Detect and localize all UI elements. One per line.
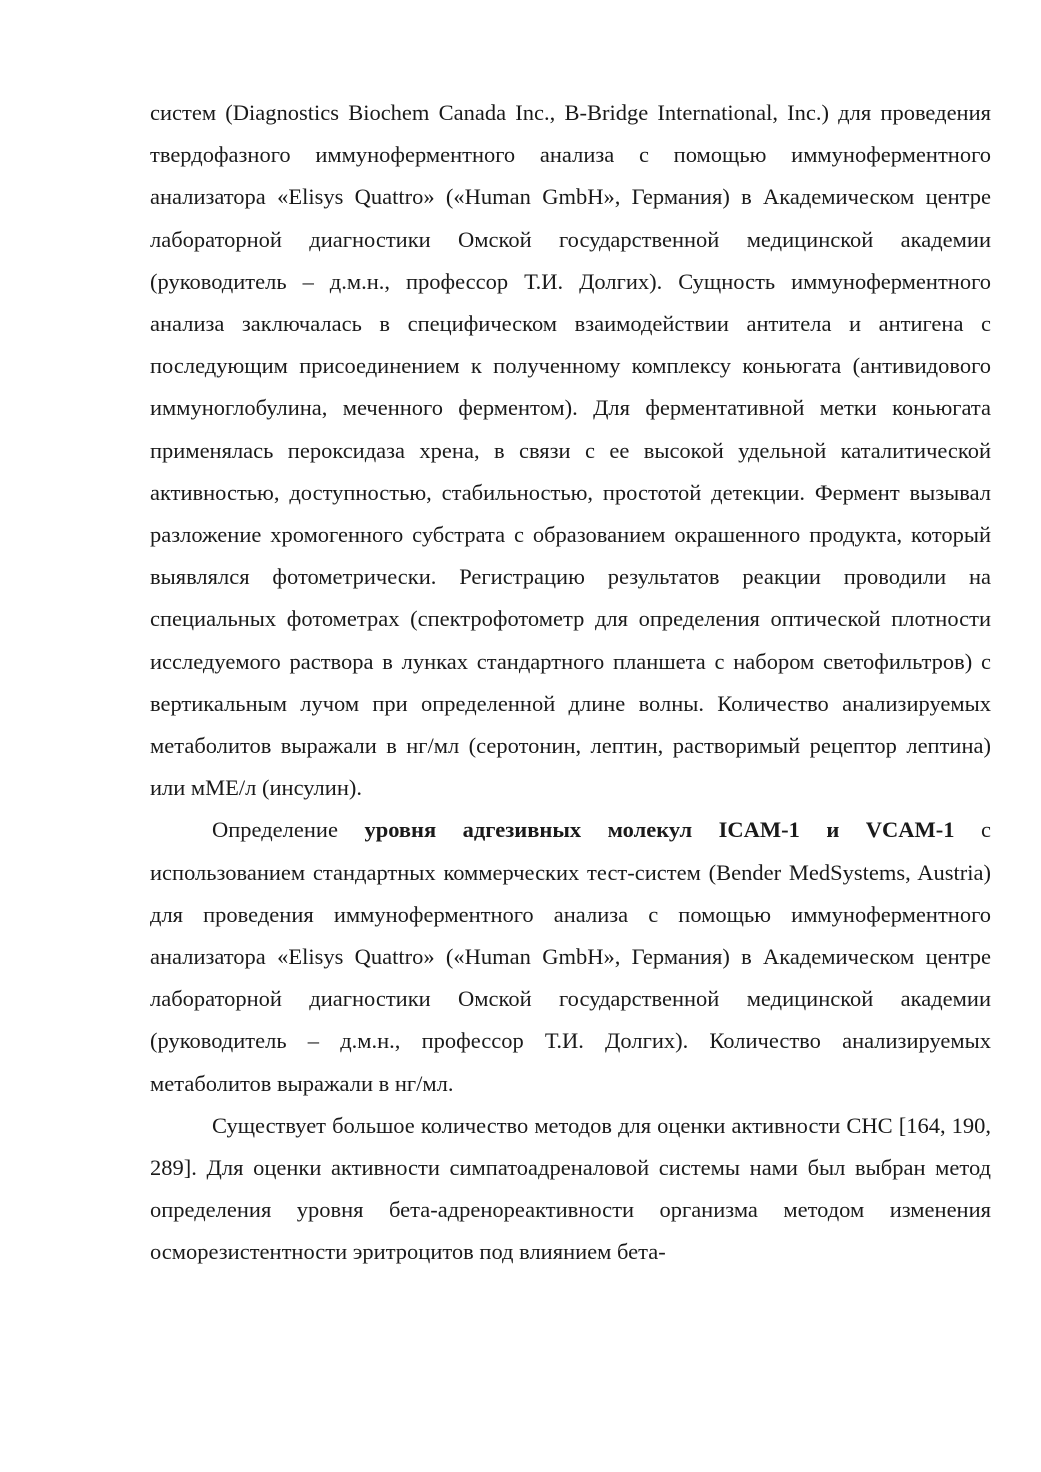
- paragraph-elisa-method: систем (Diagnostics Biochem Canada Inc., B-Bridge International, Inc.) для проведения твердофазного иммуноферментного анализа с помощью иммуноферментного анализатора «Elisys Quattro» («Human GmbH», Германия) в Академическом центре лабораторной диагностики Омской государственной медицинской академии (руководитель – д.м.н., профессор Т.И. Долгих). Сущность иммуноферментного анализа заключалась в специфическом взаимодействии антитела и антигена с последующим присоединением к полученному комплексу коньюгата (антивидового иммуноглобулина, меченного ферментом). Для ферментативной метки коньюгата применялась пероксидаза хрена, в связи с ее высокой удельной каталитической активностью, доступностью, стабильностью, простотой детекции. Фермент вызывал разложение хромогенного субстрата с образованием окрашенного продукта, который выявлялся фотометрически. Регистрацию результатов реакции проводили на специальных фотометрах (спектрофотометр для определения оптической плотности исследуемого раствора в лунках стандартного планшета с набором светофильтров) с вертикальным лучом при определенной длине волны. Количество анализируемых метаболитов выражали в нг/мл (серотонин, лептин, растворимый рецептор лептина) или мМЕ/л (инсулин).: [150, 100, 991, 801]
- paragraph-adhesion-molecules: [150, 809, 991, 1104]
- paragraph-adhesion-rest: с использованием стандартных коммерческих тест-систем (Bender MedSystems, Austria) для проведения иммуноферментного анализа с помощью иммуноферментного анализатора «Elisys Quattro» («Human GmbH», Германия) в Академическом центре лабораторной диагностики Омской государственной медицинской академии (руководитель – д.м.н., профессор Т.И. Долгих). Количество анализируемых метаболитов выражали в нг/мл.: [150, 817, 991, 1096]
- paragraph-sns-activity: Существует большое количество методов для оценки активности СНС [164, 190, 289]. Для оценки активности симпатоадреналовой системы нами был выбран метод определения уровня бета-адренореактивности организма методом изменения осморезистентности эритроцитов под влиянием бета-: [150, 1112, 991, 1265]
- document-page: [150, 92, 991, 1274]
- paragraph-adhesion-bold-term: уровня адгезивных молекул ICAM-1 и VCAM-1: [364, 817, 955, 843]
- paragraph-adhesion-lead: Определение: [212, 817, 365, 843]
